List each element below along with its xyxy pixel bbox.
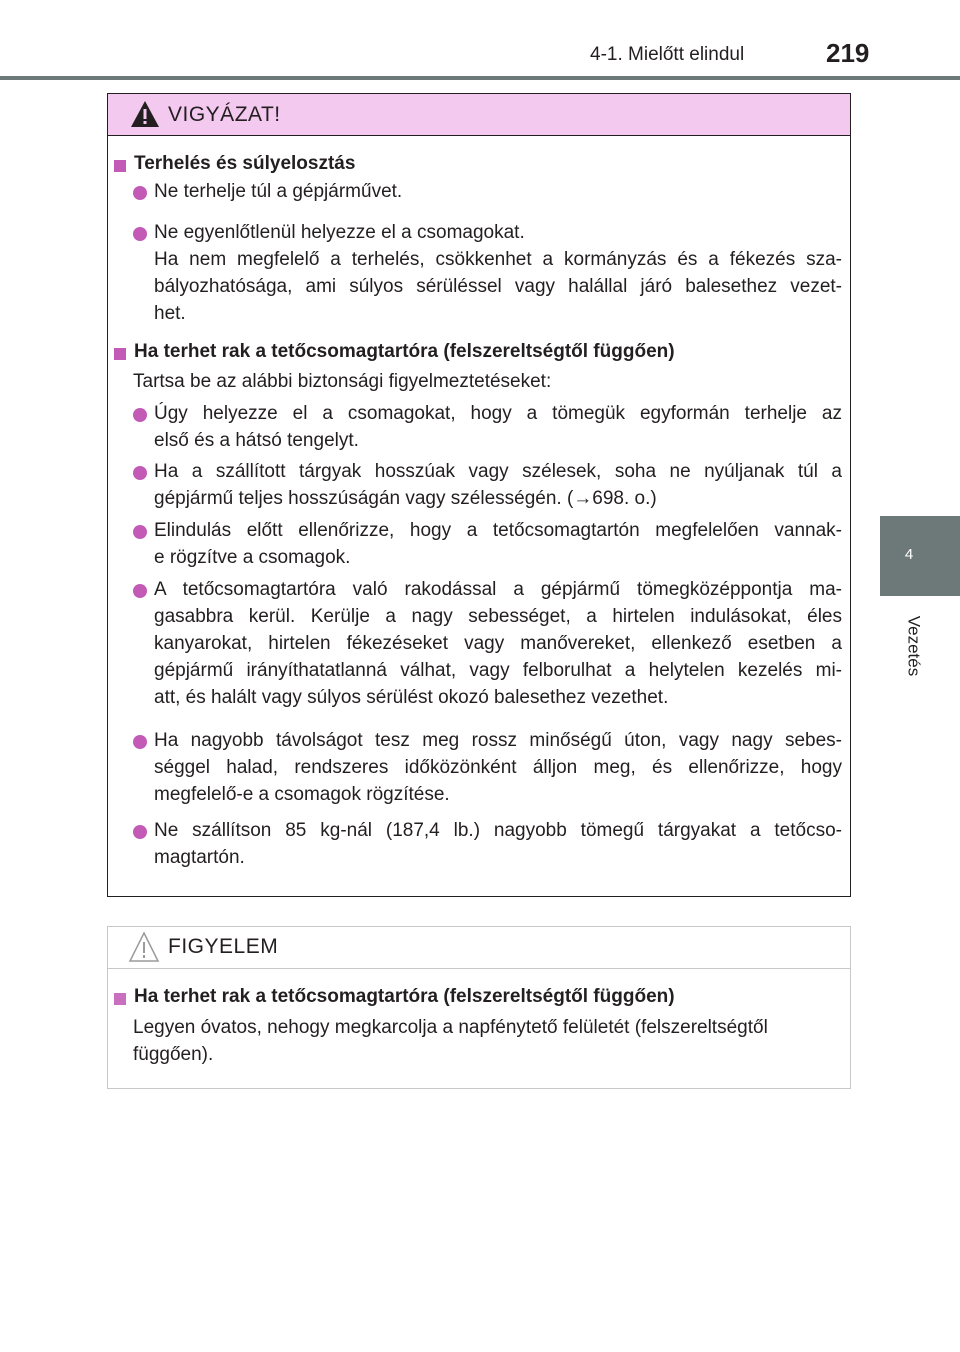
section-heading	[134, 341, 675, 363]
bullet-text: Ha nagyobb távolságot tesz meg rossz minőségű úton, vagy nagy sebes-	[154, 730, 842, 751]
intro-text: Tartsa be az alábbi biztonsági figyelmeztetéseket:	[133, 371, 552, 392]
section-heading	[134, 986, 675, 1008]
bullet-text: Ne terhelje túl a gépjárművet.	[154, 181, 403, 202]
bullet-text: Ha a szállított tárgyak hosszúak vagy szélesek, soha ne nyúljanak túl a	[154, 461, 842, 482]
warning-triangle-filled-icon	[130, 100, 160, 133]
bullet-text: megfelelő-e a csomagok rögzítése.	[154, 784, 450, 805]
notice-text: Legyen óvatos, nehogy megkarcolja a napfénytető felületét (felszereltségtől	[133, 1017, 768, 1038]
section-heading-text: Terhelés és súlyelosztás	[134, 153, 356, 174]
notice-box-title: FIGYELEM	[168, 935, 279, 958]
notice-box	[107, 926, 851, 1089]
bullet-text: bályozhatósága, ami súlyos sérüléssel vagy halállal járó balesethez vezet-	[154, 276, 842, 297]
warning-box-title: VIGYÁZAT!	[168, 103, 281, 126]
bullet-text: gasabbra kerül. Kerülje a nagy sebességet, a hirtelen indulásokat, éles	[154, 606, 842, 627]
bullet-text: Úgy helyezze el a csomagokat, hogy a tömegük egyformán terhelje az	[154, 403, 842, 424]
bullet-icon	[133, 825, 147, 839]
header-section-title: 4-1. Mielőtt elindul	[590, 44, 745, 65]
bullet-text: e rögzítve a csomagok.	[154, 547, 351, 568]
section-heading-text: Ha terhet rak a tetőcsomagtartóra (felszereltségtől függően)	[134, 986, 675, 1007]
header-rule	[0, 76, 960, 80]
bullet-text: séggel halad, rendszeres időközönként álljon meg, és ellenőrizze, hogy	[154, 757, 842, 778]
bullet-text: Ne egyenlőtlenül helyezze el a csomagokat.	[154, 222, 525, 243]
notice-text: függően).	[133, 1044, 214, 1065]
page-number: 219	[826, 38, 870, 68]
bullet-text: att, és halált vagy súlyos sérülést okozó balesethez vezethet.	[154, 687, 669, 708]
bullet-icon	[133, 186, 147, 200]
bullet-icon	[133, 584, 147, 598]
bullet-text: gépjármű irányíthatatlanná válhat, vagy felborulhat a helytelen kezelés mi-	[154, 660, 842, 681]
bullet-icon	[133, 466, 147, 480]
bullet-text: Ha nem megfelelő a terhelés, csökkenhet a kormányzás és a fékezés sza-	[154, 249, 842, 270]
chapter-title-text: Vezetés	[904, 615, 923, 677]
heading-square-icon	[114, 160, 126, 172]
chapter-tab	[880, 516, 960, 596]
chapter-title	[890, 606, 936, 686]
warning-box-header	[108, 94, 850, 136]
bullet-text: A tetőcsomagtartóra való rakodással a gépjármű tömegközéppontja ma-	[154, 579, 842, 600]
bullet-text: magtartón.	[154, 847, 245, 868]
section-heading-text: Ha terhet rak a tetőcsomagtartóra (felszereltségtől függően)	[134, 341, 675, 362]
bullet-icon	[133, 408, 147, 422]
bullet-text: első és a hátsó tengelyt.	[154, 430, 359, 451]
bullet-icon	[133, 735, 147, 749]
chapter-number: 4	[904, 546, 914, 563]
bullet-text: kanyarokat, hirtelen fékezéseket vagy manővereket, ellenkező esetben a	[154, 633, 842, 654]
heading-square-icon	[114, 993, 126, 1005]
bullet-text: Ne szállítson 85 kg-nál (187,4 lb.) nagyobb tömegű tárgyakat a tetőcso-	[154, 820, 842, 841]
bullet-text: het.	[154, 303, 186, 324]
bullet-icon	[133, 227, 147, 241]
section-heading	[134, 153, 355, 175]
warning-box	[107, 93, 851, 897]
warning-triangle-outline-icon	[128, 931, 160, 968]
bullet-text: gépjármű teljes hosszúságán vagy szélességén. (→698. o.)	[154, 488, 657, 509]
heading-square-icon	[114, 348, 126, 360]
bullet-text: Elindulás előtt ellenőrizze, hogy a tetőcsomagtartón megfelelően vannak-	[154, 520, 842, 541]
bullet-icon	[133, 525, 147, 539]
notice-box-header	[108, 927, 850, 969]
